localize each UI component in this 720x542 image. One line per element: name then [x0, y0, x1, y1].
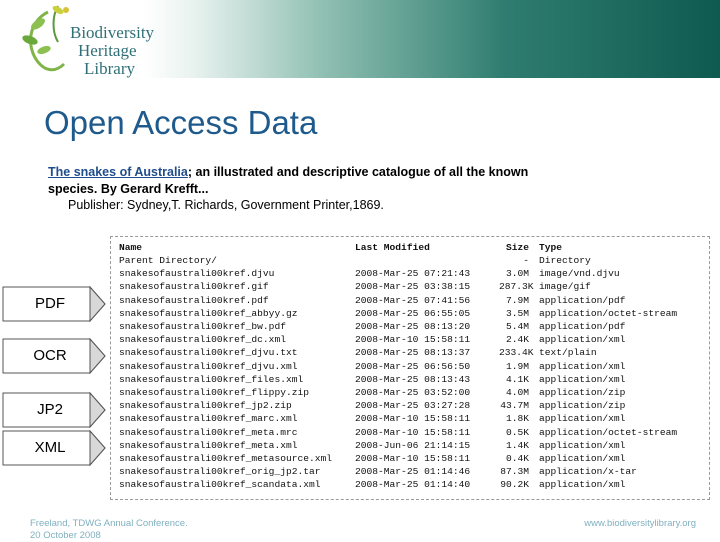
listing-cell-size: 287.3K: [499, 281, 534, 293]
column-header-size[interactable]: Size: [505, 242, 529, 253]
ocr-arrow-label: OCR: [33, 347, 67, 364]
pdf-arrow: [2, 286, 106, 322]
listing-cell-size: 87.3M: [500, 466, 529, 478]
listing-cell-name[interactable]: snakesofaustrali00kref_marc.xml: [119, 413, 298, 425]
slide-title: Open Access Data: [44, 104, 318, 141]
listing-cell-size: 1.9M: [505, 360, 529, 372]
listing-cell-type: application/zip: [539, 400, 626, 412]
listing-cell-name[interactable]: snakesofaustrali00kref_dc.xml: [119, 334, 286, 346]
jp2-arrow: [2, 392, 106, 428]
listing-cell-name[interactable]: snakesofaustrali00kref_metasource.xml: [119, 453, 333, 464]
listing-cell-type: application/xml: [539, 360, 626, 372]
ocr-arrow: [2, 338, 106, 374]
listing-cell-size: 3.0M: [505, 268, 529, 280]
listing-cell-size: 4.1K: [505, 373, 529, 385]
book-description-text: ; an illustrated and descriptive catalogue of all the known species. By Gerard Krefft...: [48, 165, 529, 196]
listing-cell-mod: 2008-Mar-25 06:56:50: [355, 360, 471, 372]
listing-cell-mod: 2008-Mar-25 03:38:15: [355, 281, 471, 293]
listing-cell-type: application/octet-stream: [539, 307, 678, 319]
listing-cell-type: application/xml: [539, 413, 626, 425]
listing-cell-mod: 2008-Mar-25 01:14:40: [355, 479, 471, 491]
listing-cell-size: 233.4K: [499, 347, 534, 359]
listing-cell-mod: 2008-Mar-25 01:14:46: [355, 466, 471, 478]
listing-cell-name[interactable]: snakesofaustrali00kref_jp2.zip: [119, 400, 292, 412]
book-description: [48, 164, 568, 198]
column-header-type[interactable]: Type: [539, 242, 563, 253]
listing-cell-mod: 2008-Mar-10 15:58:11: [355, 453, 471, 464]
listing-cell-name[interactable]: snakesofaustrali00kref.djvu: [119, 268, 275, 280]
listing-cell-size: -: [523, 255, 529, 266]
listing-cell-mod: 2008-Jun-06 21:14:15: [355, 439, 471, 451]
listing-cell-type: application/zip: [539, 387, 626, 398]
footer-credit: [30, 518, 188, 542]
listing-cell-size: 0.4K: [505, 453, 529, 464]
listing-cell-type: application/xml: [539, 479, 626, 491]
listing-cell-type: application/xml: [539, 453, 626, 464]
book-title-link[interactable]: The snakes of Australia: [48, 165, 188, 179]
listing-cell-name[interactable]: Parent Directory/: [119, 255, 217, 266]
listing-cell-size: 4.0M: [505, 387, 529, 398]
listing-cell-mod: 2008-Mar-25 08:13:43: [355, 373, 471, 385]
logo-line-3: Library: [84, 59, 135, 78]
listing-cell-name[interactable]: snakesofaustrali00kref.gif: [119, 281, 269, 293]
pdf-arrow-label: PDF: [35, 295, 65, 312]
listing-cell-size: 1.4K: [505, 439, 529, 451]
listing-cell-name[interactable]: snakesofaustrali00kref_djvu.xml: [119, 360, 298, 372]
column-header-last-modified[interactable]: Last Modified: [355, 242, 430, 253]
listing-cell-size: 43.7M: [500, 400, 529, 412]
listing-cell-size: 5.4M: [505, 321, 529, 332]
listing-cell-size: 0.5K: [505, 426, 529, 438]
listing-cell-name[interactable]: snakesofaustrali00kref_meta.mrc: [119, 426, 298, 438]
footer-credit-line-1: Freeland, TDWG Annual Conference.: [30, 518, 188, 529]
listing-cell-size: 7.9M: [505, 294, 529, 306]
logo-line-2: Heritage: [78, 41, 137, 60]
directory-listing: [110, 236, 710, 500]
listing-cell-type: application/octet-stream: [539, 426, 678, 438]
listing-cell-name[interactable]: snakesofaustrali00kref_files.xml: [119, 373, 304, 385]
listing-cell-mod: 2008-Mar-25 03:27:28: [355, 400, 471, 412]
listing-cell-type: image/gif: [539, 281, 591, 293]
logo-line-1: Biodiversity: [70, 23, 155, 42]
listing-cell-type: application/xml: [539, 373, 626, 385]
listing-cell-size: 2.4K: [505, 334, 529, 346]
listing-cell-type: application/xml: [539, 334, 626, 346]
listing-cell-type: text/plain: [539, 347, 597, 359]
listing-cell-size: 1.8K: [505, 413, 529, 425]
listing-cell-type: application/x-tar: [539, 466, 637, 478]
listing-cell-name[interactable]: snakesofaustrali00kref_meta.xml: [119, 439, 298, 451]
listing-cell-type: Directory: [539, 255, 591, 266]
listing-cell-type: application/pdf: [539, 321, 626, 332]
listing-cell-type: application/pdf: [539, 294, 626, 306]
listing-cell-name[interactable]: snakesofaustrali00kref_abbyy.gz: [119, 307, 298, 319]
publisher-line: Publisher: Sydney,T. Richards, Government Printer,1869.: [68, 198, 384, 212]
bhl-logo: [8, 2, 158, 78]
listing-cell-name[interactable]: snakesofaustrali00kref_orig_jp2.tar: [119, 466, 321, 478]
listing-cell-name[interactable]: snakesofaustrali00kref_flippy.zip: [119, 387, 309, 398]
listing-cell-mod: 2008-Mar-25 07:41:56: [355, 294, 471, 306]
footer-url: www.biodiversitylibrary.org: [584, 518, 696, 529]
xml-arrow: [2, 430, 106, 466]
listing-cell-name[interactable]: snakesofaustrali00kref_scandata.xml: [119, 479, 321, 491]
listing-cell-mod: 2008-Mar-25 03:52:00: [355, 387, 471, 398]
listing-cell-size: 3.5M: [505, 307, 529, 319]
column-header-name[interactable]: Name: [119, 242, 143, 253]
listing-cell-mod: 2008-Mar-10 15:58:11: [355, 334, 471, 346]
listing-cell-name[interactable]: snakesofaustrali00kref_djvu.txt: [119, 347, 298, 359]
listing-cell-mod: 2008-Mar-25 07:21:43: [355, 268, 471, 280]
jp2-arrow-label: JP2: [37, 401, 63, 418]
listing-cell-mod: 2008-Mar-10 15:58:11: [355, 426, 471, 438]
listing-cell-name[interactable]: snakesofaustrali00kref.pdf: [119, 294, 269, 306]
listing-cell-name[interactable]: snakesofaustrali00kref_bw.pdf: [119, 321, 286, 332]
listing-cell-mod: 2008-Mar-25 06:55:05: [355, 307, 471, 319]
logo-wordmark: [70, 24, 154, 78]
listing-cell-type: application/xml: [539, 439, 626, 451]
listing-cell-mod: 2008-Mar-25 08:13:37: [355, 347, 471, 359]
footer-credit-line-2: 20 October 2008: [30, 530, 101, 541]
listing-cell-mod: 2008-Mar-10 15:58:11: [355, 413, 471, 425]
listing-cell-size: 90.2K: [500, 479, 529, 491]
listing-cell-mod: 2008-Mar-25 08:13:20: [355, 321, 471, 332]
xml-arrow-label: XML: [34, 439, 66, 456]
listing-cell-type: image/vnd.djvu: [539, 268, 620, 280]
